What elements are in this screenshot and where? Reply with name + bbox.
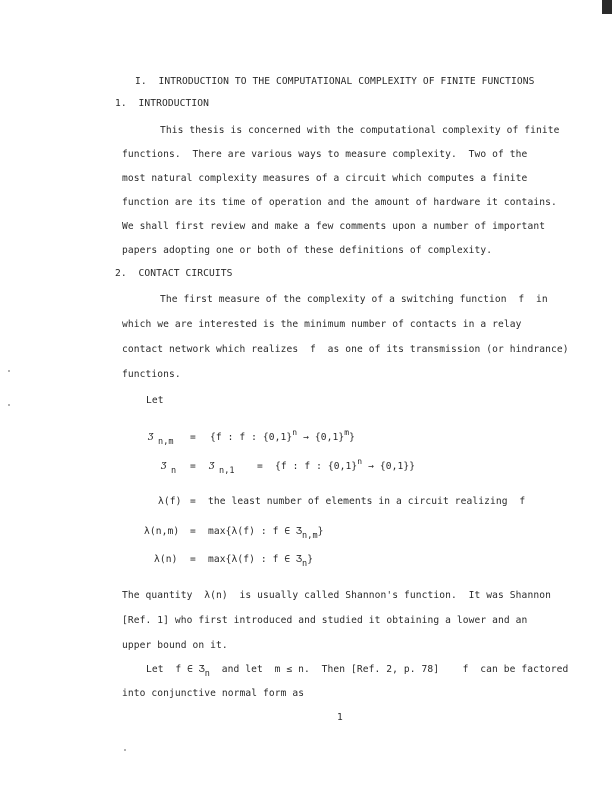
- def1-lhs: Ʒ: [148, 432, 154, 443]
- def3-lhs: λ(f): [158, 496, 182, 507]
- paragraph-line: into conjunctive normal form as: [122, 688, 305, 699]
- def2-lhs-sub: n: [171, 466, 177, 476]
- def4-eq: =: [190, 526, 196, 537]
- def2-eq2: =: [257, 461, 263, 472]
- def5-eq: =: [190, 554, 196, 565]
- def2-rhs: {f : f : $\{0,1\}^n \to \{0,1\}$}: [275, 457, 416, 472]
- paragraph-line: upper bound on it.: [122, 640, 228, 651]
- paragraph-line: functions.: [122, 369, 181, 380]
- def5-lhs: λ(n): [154, 554, 178, 565]
- let-label: Let: [146, 395, 164, 406]
- def2-mid-sub: n,1: [219, 466, 235, 476]
- def2-lhs: Ʒ: [161, 461, 167, 472]
- chapter-heading: I. INTRODUCTION TO THE COMPUTATIONAL COMPLEXITY OF FINITE FUNCTIONS: [135, 76, 535, 87]
- def2-mid: Ʒ: [209, 461, 215, 472]
- paragraph-line: We shall first review and make a few comments upon a number of important: [122, 221, 546, 232]
- paragraph-line: papers adopting one or both of these definitions of complexity.: [122, 245, 493, 256]
- paragraph-line: The first measure of the complexity of a switching function f in: [160, 294, 548, 305]
- def3-rhs: the least number of elements in a circuit realizing f: [208, 496, 526, 507]
- paragraph-line: contact network which realizes f as one of its transmission (or hindrance): [122, 344, 569, 355]
- def1-eq: =: [190, 432, 196, 443]
- paragraph-line: which we are interested is the minimum number of contacts in a relay: [122, 319, 522, 330]
- section-heading-introduction: 1. INTRODUCTION: [115, 98, 210, 109]
- paragraph-line: most natural complexity measures of a circuit which computes a finite: [122, 173, 528, 184]
- def1-lhs-sub: n,m: [158, 437, 174, 447]
- scan-corner-mark: [602, 0, 612, 14]
- def3-eq: =: [190, 496, 196, 507]
- section-heading-contact-circuits: 2. CONTACT CIRCUITS: [115, 268, 233, 279]
- def1-rhs: {f : f : $\{0,1\}^n \to \{0,1\}^m$}: [210, 428, 356, 443]
- def5-rhs: max{λ(f) : f ∈ Ʒn}: [208, 554, 314, 569]
- scan-speck: [8, 404, 10, 406]
- scan-speck: [124, 749, 126, 751]
- def4-rhs: max{λ(f) : f ∈ Ʒn,m}: [208, 526, 324, 541]
- page-number: 1: [337, 712, 343, 723]
- paragraph-line: functions. There are various ways to measure complexity. Two of the: [122, 149, 528, 160]
- paragraph-line: This thesis is concerned with the computational complexity of finite: [160, 125, 560, 136]
- paragraph-line: [Ref. 1] who first introduced and studied it obtaining a lower and an: [122, 615, 528, 626]
- scan-speck: [8, 370, 10, 372]
- paragraph-line: The quantity λ(n) is usually called Shannon's function. It was Shannon: [122, 590, 551, 601]
- paragraph-line: function are its time of operation and the amount of hardware it contains.: [122, 197, 557, 208]
- def4-lhs: λ(n,m): [144, 526, 180, 537]
- definition-row-5: [0, 554, 314, 602]
- paragraph-line-factoring: Let f ∈ Ʒn and let m ≤ n. Then [Ref. 2, p. 78] f can be factored: [146, 664, 569, 679]
- def2-eq: =: [190, 461, 196, 472]
